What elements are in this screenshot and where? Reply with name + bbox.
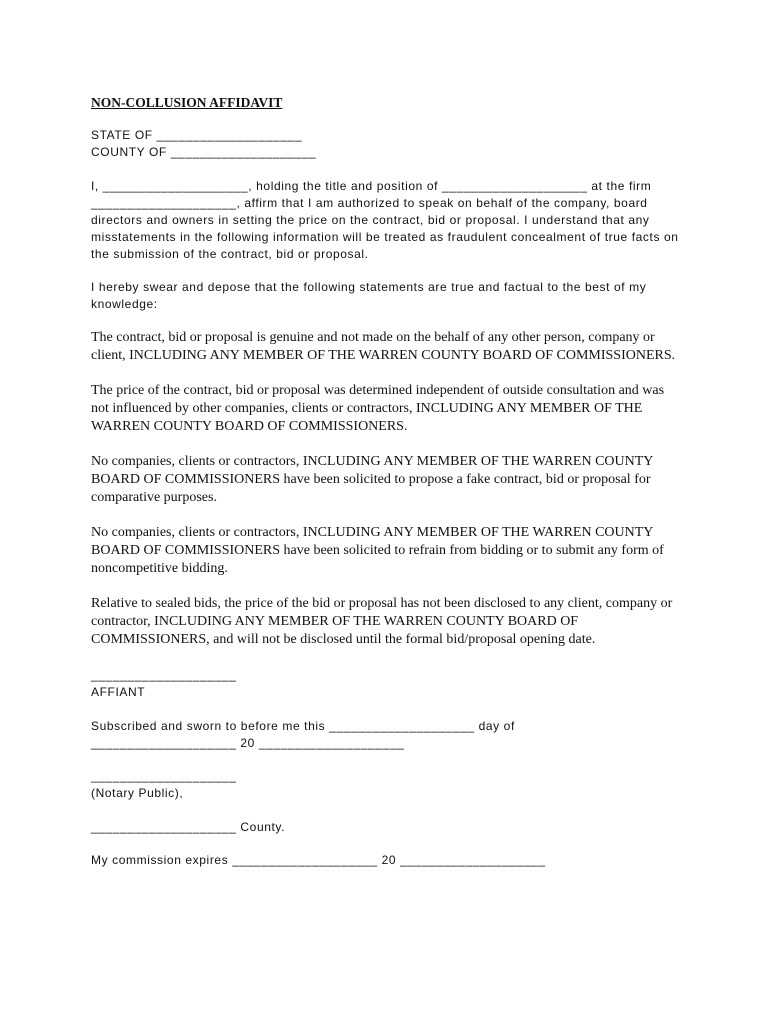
intro-paragraph: I, ____________________, holding the title and position of ____________________ at the firm ____________________, affirm that I am authorized to speak on behalf of the company, board directors and owners in setting the price on the contract, bid or proposal. I understand that any misstatements in the following information will be treated as fraudulent concealment of true facts on the submission of the contract, bid or proposal. [91, 179, 679, 261]
statement-independent-price: The price of the contract, bid or proposal was determined independent of outside consultation and was not influenced by other companies, clients or contractors, INCLUDING ANY MEMBER OF THE WARREN COUNTY BOARD OF COMMISSIONERS. [91, 383, 665, 434]
jurisdiction-block [91, 127, 681, 161]
statement-sealed-bids: Relative to sealed bids, the price of the bid or proposal has not been disclosed to any client, company or contractor, INCLUDING ANY MEMBER OF THE WARREN COUNTY BOARD OF COMMISSIONERS, and will not be disclosed until the formal bid/proposal opening date. [91, 596, 673, 647]
subscribed-block [91, 718, 681, 752]
state-line: STATE OF ____________________ [91, 128, 303, 142]
document-title: NON-COLLUSION AFFIDAVIT [91, 95, 283, 110]
notary-signature-block [91, 768, 681, 802]
statement-no-refrain: No companies, clients or contractors, INCLUDING ANY MEMBER OF THE WARREN COUNTY BOARD OF COMMISSIONERS have been solicited to refrain from bidding or to submit any form of noncompetitive bidding. [91, 525, 664, 576]
county-footer-line: ____________________ County. [91, 820, 286, 834]
subscribed-line-1: Subscribed and sworn to before me this ____________________ day of [91, 719, 515, 733]
swear-paragraph: I hereby swear and depose that the following statements are true and factual to the best of my knowledge: [91, 280, 647, 311]
statement-genuine: The contract, bid or proposal is genuine and not made on the behalf of any other person, company or client, INCLUDING ANY MEMBER OF THE WARREN COUNTY BOARD OF COMMISSIONERS. [91, 330, 676, 363]
affiant-signature-line: ____________________ [91, 668, 237, 682]
affiant-signature-block [91, 667, 681, 701]
notary-signature-line: ____________________ [91, 769, 237, 783]
notary-label: (Notary Public), [91, 786, 184, 800]
subscribed-line-2: ____________________ 20 ____________________ [91, 736, 405, 750]
affidavit-page [91, 94, 681, 869]
county-line: COUNTY OF ____________________ [91, 145, 317, 159]
affiant-label: AFFIANT [91, 685, 146, 699]
commission-expires-line: My commission expires ____________________ 20 ____________________ [91, 853, 546, 867]
statement-no-fake-proposal: No companies, clients or contractors, INCLUDING ANY MEMBER OF THE WARREN COUNTY BOARD OF COMMISSIONERS have been solicited to propose a fake contract, bid or proposal for comparative purposes. [91, 454, 653, 505]
